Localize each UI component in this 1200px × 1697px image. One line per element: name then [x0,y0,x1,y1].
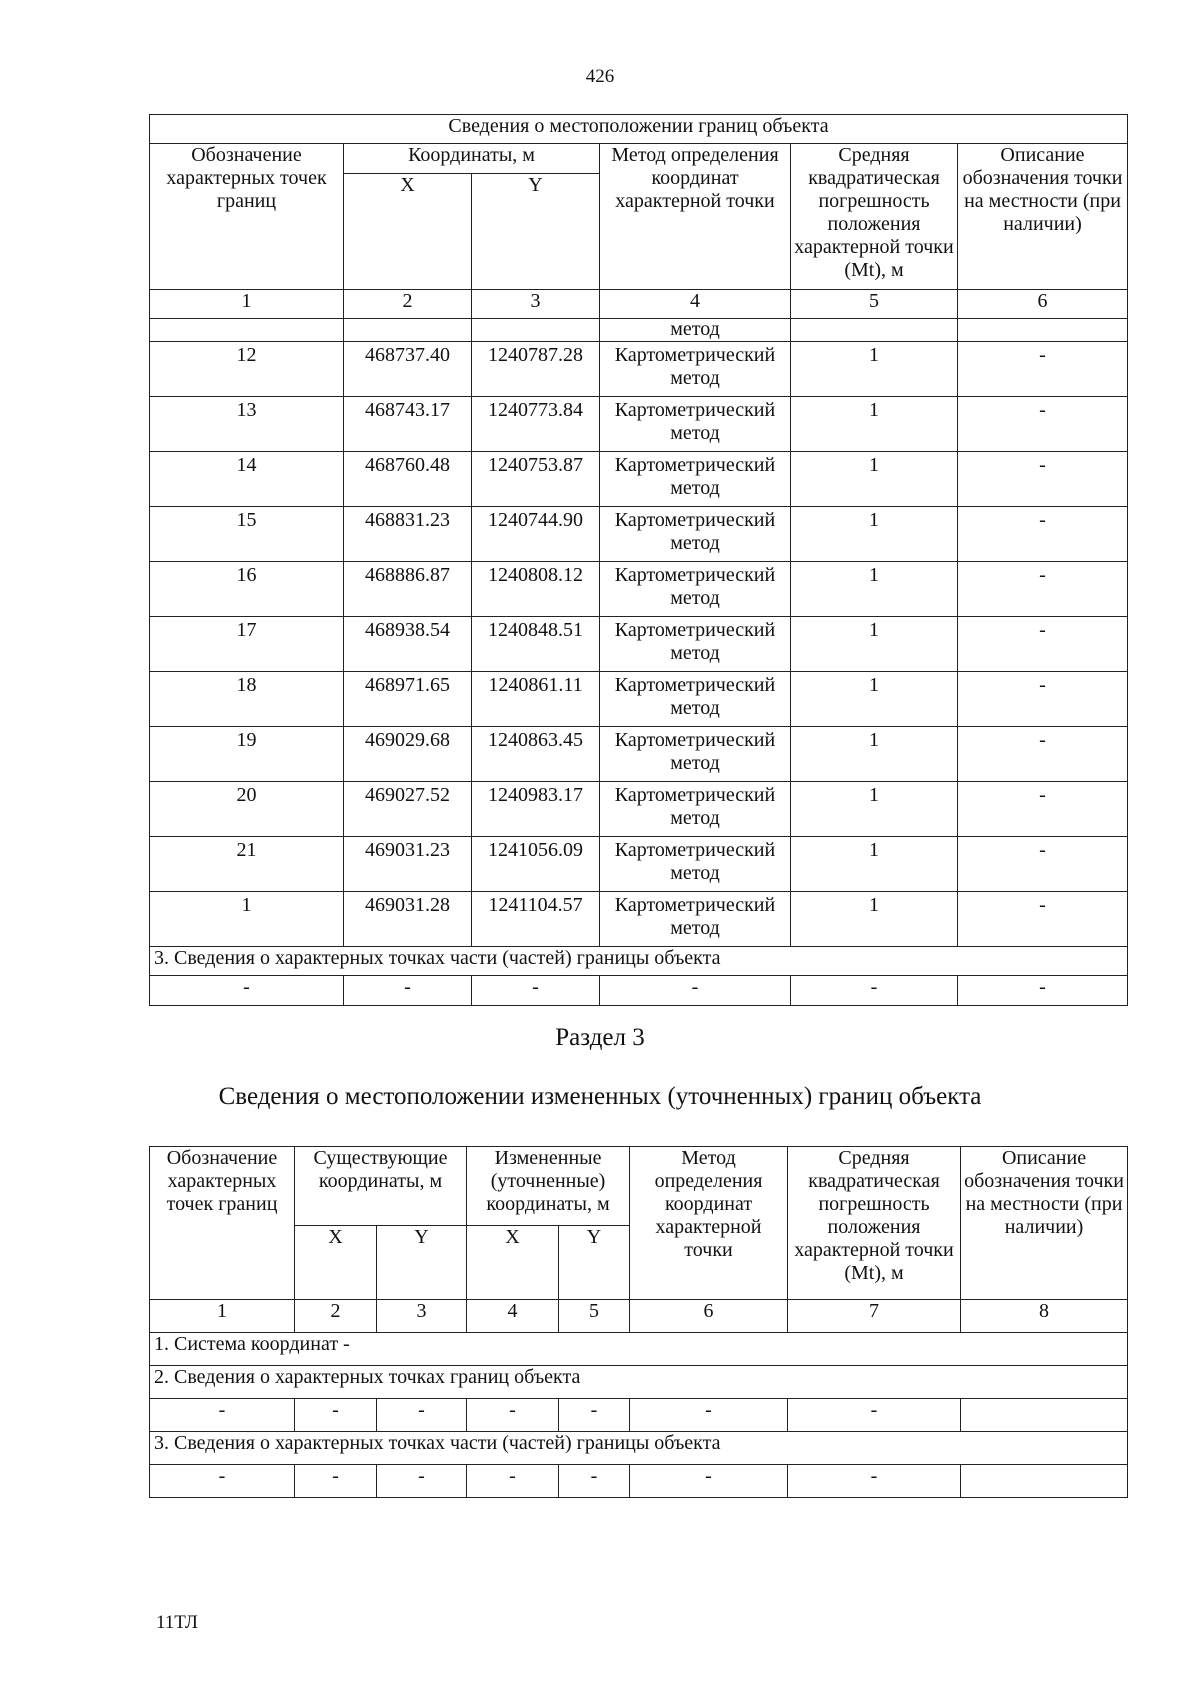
header-y: Y [472,174,600,290]
cell-description: - [958,837,1128,892]
cell-x: 469031.23 [344,837,472,892]
cell-y: 1240773.84 [472,397,600,452]
coordinate-system-label: 1. Система координат - [150,1333,1128,1366]
header-description: Описание обозначения точки на местности (при наличии) [961,1147,1128,1300]
cell-dash: - [295,1399,377,1432]
header-error: Средняя квадратическая погрешность положения характерной точки (Mt), м [791,144,958,290]
cell-y: 1240848.51 [472,617,600,672]
cell-method: Картометрический метод [600,617,791,672]
column-number: 1 [150,290,344,319]
cell-point: 19 [150,727,344,782]
changed-boundary-table [149,1146,1128,1498]
cell-error: 1 [791,892,958,947]
cell-dash: - [788,1399,961,1432]
column-number-row [150,290,1128,319]
cell-description: - [958,672,1128,727]
table-row [150,976,1128,1006]
cell-y: 1240744.90 [472,507,600,562]
header-method: Метод определения координат характерной точки [630,1147,788,1300]
cell-dash: - [150,1465,295,1498]
table-row [150,892,1128,947]
cell-x: 468831.23 [344,507,472,562]
column-number: 1 [150,1300,295,1333]
cell-method: Картометрический метод [600,562,791,617]
cell-method: Картометрический метод [600,342,791,397]
table-row [150,1465,1128,1498]
table-row [150,507,1128,562]
cell-error: 1 [791,672,958,727]
header-x-changed: X [467,1226,559,1300]
boundary-table [149,114,1128,1006]
cell-point: 21 [150,837,344,892]
header-changed-coordinates: Измененные (уточненные) координаты, м [467,1147,630,1226]
cell-point: 12 [150,342,344,397]
table-row [150,727,1128,782]
cell-y: 1240808.12 [472,562,600,617]
cell-error: 1 [791,782,958,837]
cell-dash: - [295,1465,377,1498]
cell-dash: - [958,976,1128,1006]
cell-description: - [958,562,1128,617]
column-number: 3 [377,1300,467,1333]
cell-dash: - [559,1399,630,1432]
cell-dash: - [150,976,344,1006]
cell-dash: - [150,1399,295,1432]
cell-method: Картометрический метод [600,397,791,452]
header-point-designation: Обозначение характерных точек границ [150,1147,295,1300]
cell-x: 468737.40 [344,342,472,397]
table-row [150,562,1128,617]
cell-point: 15 [150,507,344,562]
section-subtitle: Сведения о местоположении измененных (уточненных) границ объекта [218,1083,982,1110]
column-number: 5 [791,290,958,319]
cell-empty [344,319,472,342]
header-existing-coordinates: Существующие координаты, м [295,1147,467,1226]
column-number: 8 [961,1300,1128,1333]
cell-method: Картометрический метод [600,507,791,562]
table-row [150,617,1128,672]
section-heading: Раздел 3 [555,1024,645,1051]
table-row [150,452,1128,507]
column-number: 7 [788,1300,961,1333]
cell-x: 468938.54 [344,617,472,672]
cell-method: Картометрический метод [600,892,791,947]
table-row [150,782,1128,837]
cell-point: 13 [150,397,344,452]
header-method: Метод определения координат характерной точки [600,144,791,290]
section-3-label: 3. Сведения о характерных точках части (частей) границы объекта [150,1432,1128,1465]
cell-dash: - [788,1465,961,1498]
cell-error: 1 [791,837,958,892]
cell-y: 1241056.09 [472,837,600,892]
cell-dash: - [467,1399,559,1432]
cell-method: Картометрический метод [600,782,791,837]
cell-x: 469027.52 [344,782,472,837]
column-number: 6 [630,1300,788,1333]
cell-method: Картометрический метод [600,727,791,782]
cell-error: 1 [791,507,958,562]
cell-y: 1240753.87 [472,452,600,507]
cell-dash: - [791,976,958,1006]
cell-point: 17 [150,617,344,672]
cell-dash: - [630,1399,788,1432]
cell-error: 1 [791,727,958,782]
cell-description: - [958,397,1128,452]
cell-y: 1240861.11 [472,672,600,727]
cell-description: - [958,452,1128,507]
column-number: 2 [344,290,472,319]
cell-method: Картометрический метод [600,672,791,727]
section-3-label: 3. Сведения о характерных точках части (частей) границы объекта [150,947,1128,976]
continuation-text: метод [600,319,791,342]
cell-x: 469031.28 [344,892,472,947]
cell-dash: - [600,976,791,1006]
header-y-changed: Y [559,1226,630,1300]
cell-error: 1 [791,452,958,507]
cell-y: 1240787.28 [472,342,600,397]
cell-empty [958,319,1128,342]
cell-point: 14 [150,452,344,507]
cell-error: 1 [791,342,958,397]
table-row [150,1399,1128,1432]
cell-y: 1241104.57 [472,892,600,947]
continuation-row [150,319,1128,342]
cell-y: 1240863.45 [472,727,600,782]
cell-y: 1240983.17 [472,782,600,837]
column-number: 6 [958,290,1128,319]
column-number: 3 [472,290,600,319]
cell-dash: - [630,1465,788,1498]
header-description: Описание обозначения точки на местности (при наличии) [958,144,1128,290]
cell-empty [150,319,344,342]
header-point-designation: Обозначение характерных точек границ [150,144,344,290]
header-coordinates: Координаты, м [344,144,600,174]
cell-point: 1 [150,892,344,947]
table-row [150,837,1128,892]
cell-dash: - [377,1465,467,1498]
cell-point: 16 [150,562,344,617]
table-title: Сведения о местоположении границ объекта [150,115,1128,144]
table-row [150,342,1128,397]
column-number: 4 [467,1300,559,1333]
table-row [150,397,1128,452]
cell-method: Картометрический метод [600,452,791,507]
header-y-existing: Y [377,1226,467,1300]
cell-dash: - [467,1465,559,1498]
column-number: 2 [295,1300,377,1333]
cell-error: 1 [791,617,958,672]
column-number: 5 [559,1300,630,1333]
table-row [150,672,1128,727]
page-number: 426 [585,66,615,87]
cell-description: - [958,342,1128,397]
cell-description: - [958,617,1128,672]
cell-x: 468743.17 [344,397,472,452]
cell-dash: - [559,1465,630,1498]
section-2-label: 2. Сведения о характерных точках границ объекта [150,1366,1128,1399]
column-number-row [150,1300,1128,1333]
cell-empty [791,319,958,342]
cell-method: Картометрический метод [600,837,791,892]
cell-description: - [958,782,1128,837]
cell-x: 468971.65 [344,672,472,727]
column-number: 4 [600,290,791,319]
cell-dash: - [472,976,600,1006]
cell-dash: - [344,976,472,1006]
cell-x: 468760.48 [344,452,472,507]
header-x-existing: X [295,1226,377,1300]
cell-error: 1 [791,562,958,617]
cell-dash [961,1465,1128,1498]
cell-dash: - [377,1399,467,1432]
cell-description: - [958,892,1128,947]
cell-x: 468886.87 [344,562,472,617]
cell-point: 20 [150,782,344,837]
cell-empty [472,319,600,342]
cell-error: 1 [791,397,958,452]
footer-code: 11ТЛ [156,1612,198,1633]
cell-point: 18 [150,672,344,727]
cell-dash [961,1399,1128,1432]
header-error: Средняя квадратическая погрешность положения характерной точки (Mt), м [788,1147,961,1300]
header-x: X [344,174,472,290]
cell-description: - [958,507,1128,562]
cell-x: 469029.68 [344,727,472,782]
cell-description: - [958,727,1128,782]
